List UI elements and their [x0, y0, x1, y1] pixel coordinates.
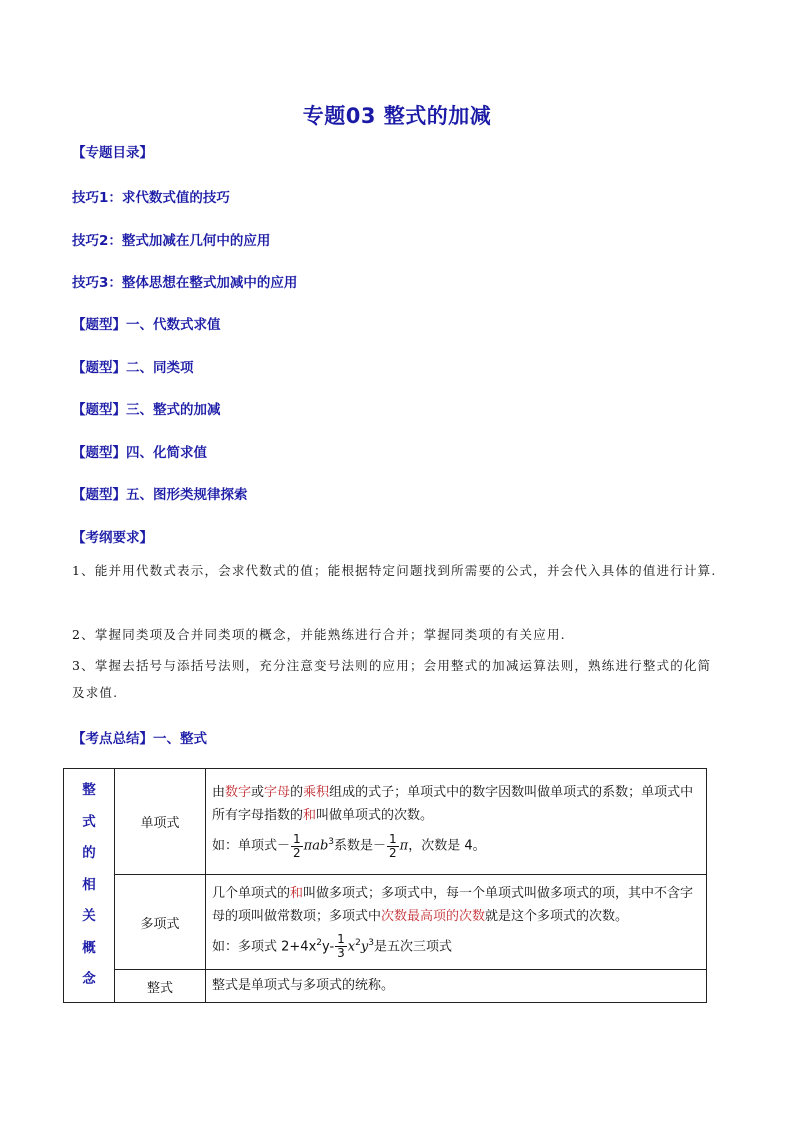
fraction: $\frac{1}{2}$: [389, 831, 397, 860]
monomial-description: 由数字或字母的乘积组成的式子；单项式中的数字因数叫做单项式的系数；单项式中所有字母指数的和叫做单项式的次数。 如：单项式－ $\frac{1}{2}$ πab$^3$系数是－ $\frac{1}{2}$ π，次数是 4。: [206, 769, 707, 875]
side-title: [64, 769, 115, 1003]
side-char: 念: [82, 971, 96, 988]
type-3: 【题型】三、整式的加减: [72, 402, 221, 418]
monomial-label: 单项式: [115, 769, 206, 875]
integral-label: 整式: [115, 970, 206, 1003]
requirement-3: 3、掌握去括号与添括号法则，充分注意变号法则的应用；会用整式的加减运算法则，熟练进行整式的化简及求值.: [72, 658, 712, 700]
tip-2: 技巧2：整式加减在几何中的应用: [72, 233, 271, 249]
summary-header: 【考点总结】一、整式: [72, 731, 207, 747]
type-4: 【题型】四、化简求值: [72, 445, 207, 461]
requirement-1: 1、能并用代数式表示，会求代数式的值；能根据特定问题找到所需要的公式，并会代入具体的值进行计算.: [72, 563, 717, 578]
table-row-polynomial: [64, 875, 707, 970]
side-char: 相: [82, 876, 96, 893]
concept-table: [63, 768, 707, 1003]
type-1: 【题型】一、代数式求值: [72, 317, 221, 333]
polynomial-description: 几个单项式的和叫做多项式；多项式中，每一个单项式叫做多项式的项，其中不含字母的项叫做常数项；多项式中次数最高项的次数就是这个多项式的次数。 如：多项式 $2+4x^2y-$ $\frac{1}{3}$ $x^2y^3$是五次三项式: [206, 875, 707, 970]
table-row-integral: [64, 970, 707, 1003]
integral-description: 整式是单项式与多项式的统称。: [206, 970, 707, 1003]
page-title: 专题03 整式的加减: [302, 104, 492, 128]
requirements-header: 【考纲要求】: [72, 530, 153, 546]
type-5: 【题型】五、图形类规律探索: [72, 487, 248, 503]
monomial-example: 如：单项式－ $\frac{1}{2}$ πab$^3$系数是－ $\frac{1}{2}$ π，次数是 4。: [212, 831, 486, 860]
table-row-monomial: [64, 769, 707, 875]
polynomial-example: 如：多项式 $2+4x^2y-$ $\frac{1}{3}$ $x^2y^3$是五次三项式: [212, 932, 452, 961]
fraction: $\frac{1}{3}$: [337, 932, 345, 961]
side-char: 式: [82, 813, 96, 830]
fraction: $\frac{1}{2}$: [293, 831, 301, 860]
type-2: 【题型】二、同类项: [72, 360, 194, 376]
directory-header: 【专题目录】: [72, 145, 153, 161]
requirement-2: 2、掌握同类项及合并同类项的概念，并能熟练进行合并；掌握同类项的有关应用.: [72, 627, 566, 642]
side-char: 的: [82, 845, 96, 862]
side-char: 整: [82, 782, 96, 799]
tip-3: 技巧3：整体思想在整式加减中的应用: [72, 275, 298, 291]
polynomial-label: 多项式: [115, 875, 206, 970]
side-char: 关: [82, 908, 96, 925]
tip-1: 技巧1：求代数式值的技巧: [72, 190, 230, 206]
side-char: 概: [82, 939, 96, 956]
